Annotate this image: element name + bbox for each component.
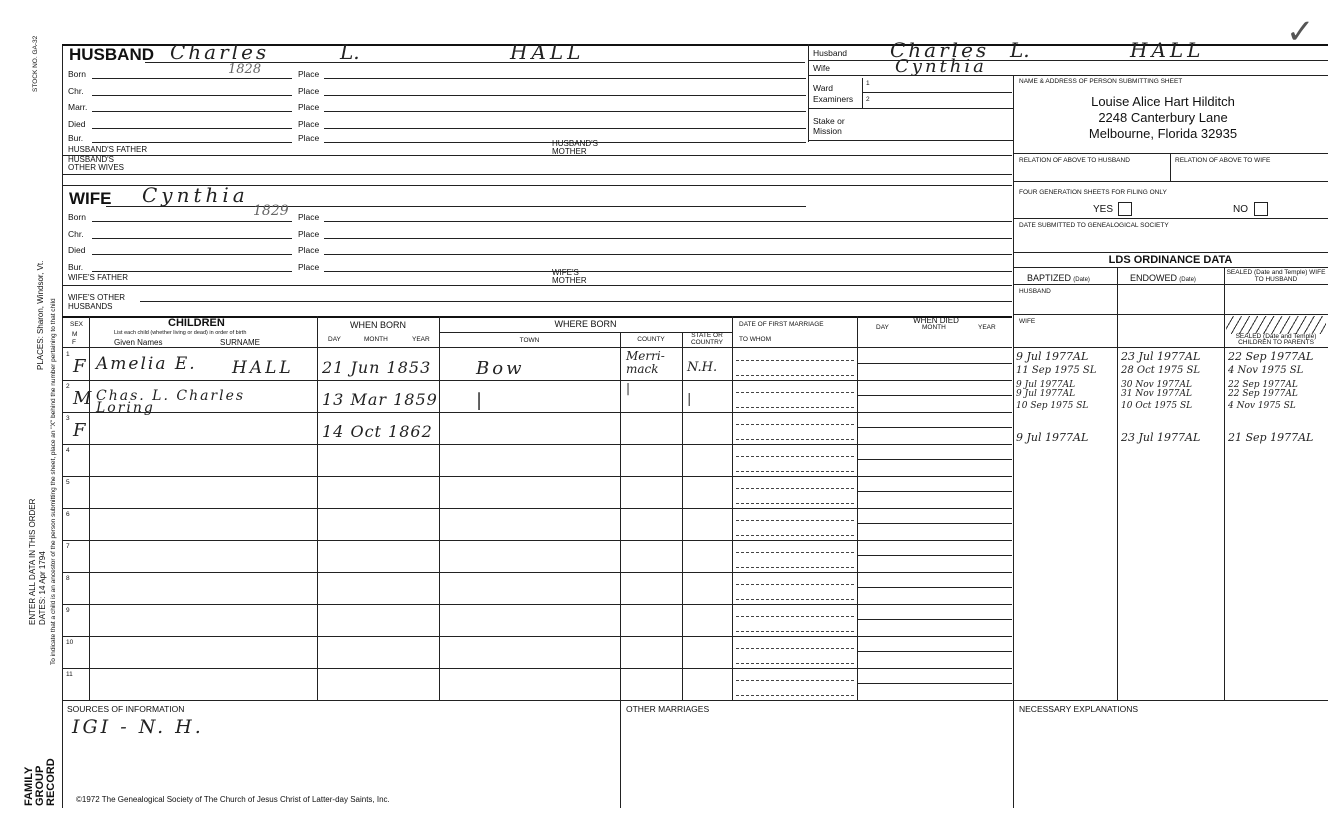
children-subtitle: List each child (whether living or dead) in order of birth <box>114 330 247 336</box>
died-line <box>857 395 1012 396</box>
husband-born-label: Born <box>68 69 86 79</box>
lds-row-6-endow[interactable]: 23 Jul 1977AL <box>1121 431 1201 444</box>
husband-bur-line <box>92 142 292 143</box>
to-whom-line <box>736 535 854 536</box>
lds-children-header-line <box>1013 347 1328 348</box>
died-day-label: DAY <box>876 324 889 331</box>
row-bottom-line <box>62 380 1012 381</box>
to-whom-line <box>736 631 854 632</box>
child-birth-town[interactable]: Bow <box>476 358 525 379</box>
ancestor-note: To indicate that a child is an ancestor of the person submitting the sheet, place an "X" behind the number pertaining to that child <box>50 298 57 665</box>
ward-divider <box>862 78 863 108</box>
marriage-date-line <box>736 456 854 457</box>
footer-divider <box>620 700 621 808</box>
state-label: STATE OR COUNTRY <box>690 332 724 346</box>
left-rule <box>62 44 63 808</box>
date-submitted-label: DATE SUBMITTED TO GENEALOGICAL SOCIETY <box>1019 222 1169 229</box>
husband-chr-label: Chr. <box>68 86 84 96</box>
husband-born-place-label: Place <box>298 69 320 79</box>
row-bottom-line <box>62 508 1012 509</box>
marriage-date-line <box>736 488 854 489</box>
header-husband-given[interactable]: Charles <box>890 38 990 62</box>
husband-father-label: HUSBAND'S FATHER <box>68 145 148 154</box>
lds-col-1 <box>1117 267 1118 700</box>
enter-all-data: ENTER ALL DATA IN THIS ORDER <box>28 498 37 625</box>
died-line <box>857 555 1012 556</box>
husband-other-wives-label: HUSBAND'S OTHER WIVES <box>68 155 125 172</box>
marriage-date-line <box>736 392 854 393</box>
header-husband-middle[interactable]: L. <box>1010 38 1030 62</box>
four-gen-label: FOUR GENERATION SHEETS FOR FILING ONLY <box>1019 189 1167 196</box>
child-birth-date[interactable]: 13 Mar 1859 <box>322 390 438 409</box>
lds-hatched-cell <box>1226 316 1326 334</box>
child-birth-county[interactable]: Merri-mack <box>626 349 665 376</box>
born-day-label: DAY <box>328 336 341 343</box>
marriage-date-line <box>736 616 854 617</box>
submitter-name[interactable]: Louise Alice Hart Hilditch <box>1091 94 1235 109</box>
child-birth-date[interactable]: 14 Oct 1862 <box>322 422 433 441</box>
relation-divider <box>1170 153 1171 181</box>
child-number: 6 <box>66 511 70 518</box>
wife-died-place-line <box>324 254 1012 255</box>
lds-row-3-bapt[interactable]: 9 Jul 1977AL <box>1016 380 1076 390</box>
to-whom-line <box>736 599 854 600</box>
husband-born-place-line <box>324 78 806 79</box>
surname-label: SURNAME <box>220 338 261 347</box>
child-number: 4 <box>66 447 70 454</box>
relation-wife-label: RELATION OF ABOVE TO WIFE <box>1175 157 1271 164</box>
lds-title-line <box>1013 267 1328 268</box>
wife-other-husbands-line <box>140 301 1012 302</box>
wife-bur-place-label: Place <box>298 262 320 272</box>
child-birth-county[interactable]: | <box>626 381 631 395</box>
to-whom-line <box>736 471 854 472</box>
wife-died-label: Died <box>68 245 86 255</box>
checkmark-icon: ✓ <box>1286 13 1315 51</box>
wife-born-place-label: Place <box>298 212 320 222</box>
marriage-date-line <box>736 584 854 585</box>
lds-row-1-seal[interactable]: 22 Sep 1977AL <box>1228 350 1314 363</box>
child-number: 5 <box>66 479 70 486</box>
child-number: 11 <box>66 671 73 678</box>
yes-checkbox[interactable] <box>1118 202 1132 216</box>
lds-row-4-seal[interactable]: 22 Sep 1977AL <box>1228 389 1298 399</box>
lds-row-4-endow[interactable]: 31 Nov 1977AL <box>1121 389 1192 399</box>
wife-chr-label: Chr. <box>68 229 84 239</box>
lds-row-6-bapt[interactable]: 9 Jul 1977AL <box>1016 431 1089 444</box>
wife-born-place-line <box>324 221 1012 222</box>
dates-note: DATES: 14 Apr 1794 <box>38 551 47 625</box>
row-bottom-line <box>62 444 1012 445</box>
lds-row-6-seal[interactable]: 21 Sep 1977AL <box>1228 431 1314 444</box>
wife-born-line <box>92 221 292 222</box>
marriage-date-line <box>736 360 854 361</box>
to-whom-label: TO WHOM <box>739 336 772 343</box>
lds-baptized-label <box>1027 273 1090 283</box>
to-whom-line <box>736 407 854 408</box>
header-husband-label: Husband <box>813 48 848 58</box>
child-birth-state[interactable]: N.H. <box>687 360 718 375</box>
to-whom-line <box>736 503 854 504</box>
submitter-label: NAME & ADDRESS OF PERSON SUBMITTING SHEET <box>1019 78 1183 85</box>
husband-bur-label: Bur. <box>68 133 84 143</box>
wife-name[interactable]: Cynthia <box>142 183 249 207</box>
to-whom-line <box>736 567 854 568</box>
husband-died-place-line <box>324 128 806 129</box>
first-marriage-label: DATE OF FIRST MARRIAGE <box>739 321 824 328</box>
marriage-date-line <box>736 552 854 553</box>
husband-died-place-label: Place <box>298 119 320 129</box>
marriage-date-line <box>736 680 854 681</box>
submitter-street[interactable]: 2248 Canterbury Lane <box>1098 110 1228 125</box>
town-label: TOWN <box>519 337 540 344</box>
to-whom-line <box>736 663 854 664</box>
husband-died-label: Died <box>68 119 86 129</box>
marriage-date-line <box>736 424 854 425</box>
mf-label: M F <box>72 331 78 346</box>
row-bottom-line <box>62 668 1012 669</box>
county-label: COUNTY <box>637 336 665 343</box>
husband-father-line <box>62 155 1012 156</box>
to-whom-line <box>736 439 854 440</box>
when-born-label: WHEN BORN <box>350 320 406 330</box>
given-names-label: Given Names <box>114 338 163 347</box>
date-submitted-line <box>1013 252 1328 253</box>
header-wife-label: Wife <box>813 63 830 73</box>
lds-sealed-children-label: SEALED (Date and Temple) CHILDREN TO PARENTS <box>1235 333 1317 346</box>
husband-marr-label: Marr. <box>68 102 88 112</box>
lds-row-2-bapt[interactable]: 11 Sep 1975 SL <box>1016 365 1097 376</box>
born-year-label: YEAR <box>412 336 430 343</box>
lds-row-2-endow[interactable]: 28 Oct 1975 SL <box>1121 365 1201 376</box>
died-line <box>857 491 1012 492</box>
husband-born-value[interactable]: 1828 <box>228 62 262 77</box>
ward-1-line <box>862 92 1012 93</box>
lds-row-3-seal[interactable]: 22 Sep 1977AL <box>1228 380 1298 390</box>
child-number: 7 <box>66 543 70 550</box>
header-wife-value[interactable]: Cynthia <box>895 56 987 77</box>
sources-label: SOURCES OF INFORMATION <box>67 704 185 714</box>
row-bottom-line <box>62 636 1012 637</box>
wife-born-label: Born <box>68 212 86 222</box>
to-whom-line <box>736 695 854 696</box>
husband-name-given[interactable]: Charles <box>170 40 270 64</box>
to-whom-line <box>736 375 854 376</box>
died-line <box>857 459 1012 460</box>
no-label: NO <box>1233 204 1248 215</box>
child-birth-state[interactable]: | <box>687 392 692 407</box>
died-line <box>857 427 1012 428</box>
child-number: 9 <box>66 607 70 614</box>
died-line <box>857 587 1012 588</box>
copyright: ©1972 The Genealogical Society of The Church of Jesus Christ of Latter-day Saints, Inc. <box>76 795 390 804</box>
lds-row-5-endow[interactable]: 10 Oct 1975 SL <box>1121 401 1193 411</box>
died-line <box>857 619 1012 620</box>
husband-mother-label: HUSBAND'S MOTHER <box>552 139 598 156</box>
husband-bur-place-label: Place <box>298 133 320 143</box>
wife-bur-place-line <box>324 271 1012 272</box>
lds-row-2-seal[interactable]: 4 Nov 1975 SL <box>1228 365 1304 376</box>
ward-2: 2 <box>866 96 870 103</box>
footer-top-line <box>62 700 1328 701</box>
lds-endowed-label <box>1130 273 1196 283</box>
lds-row-4-bapt[interactable]: 9 Jul 1977AL <box>1016 389 1076 399</box>
children-col-county <box>682 332 683 700</box>
child-surname[interactable]: HALL <box>232 358 294 378</box>
child-sex[interactable]: F <box>73 420 86 441</box>
row-bottom-line <box>62 476 1012 477</box>
other-marriages-label: OTHER MARRIAGES <box>626 704 710 714</box>
places-note: PLACES: Sharon, Windsor, Vt. <box>36 260 45 370</box>
header-husband-line <box>808 60 1328 61</box>
wife-father-line <box>62 285 1012 286</box>
record-title-record: RECORD <box>45 758 57 806</box>
endowed-date-word: (Date) <box>1179 277 1196 283</box>
endowed-text: ENDOWED <box>1130 273 1177 283</box>
baptized-text: BAPTIZED <box>1027 273 1072 283</box>
child-sex[interactable]: F <box>73 356 86 377</box>
husband-marr-place-line <box>324 111 806 112</box>
necessary-explanations-label: NECESSARY EXPLANATIONS <box>1019 704 1139 714</box>
born-month-label: MONTH <box>364 336 388 343</box>
died-line <box>857 523 1012 524</box>
child-number: 10 <box>66 639 74 646</box>
died-month-label: MONTH <box>922 324 946 331</box>
row-bottom-line <box>62 572 1012 573</box>
wife-died-place-label: Place <box>298 245 320 255</box>
yes-label: YES <box>1093 204 1114 215</box>
child-sex[interactable]: M <box>73 388 92 409</box>
no-checkbox[interactable] <box>1254 202 1268 216</box>
wife-chr-place-line <box>324 238 1012 239</box>
child-given-name[interactable]: Amelia E. <box>96 354 197 374</box>
ward-bottom-line <box>808 108 1013 109</box>
husband-chr-place-line <box>324 95 806 96</box>
stock-number: STOCK NO. GA-32 <box>32 35 39 92</box>
four-gen-bottom-line <box>1013 218 1328 219</box>
wife-father-label: WIFE'S FATHER <box>68 273 129 282</box>
record-title-family: FAMILY <box>23 766 35 806</box>
lds-col-2 <box>1224 267 1225 700</box>
lds-row-1-endow[interactable]: 23 Jul 1977AL <box>1121 350 1201 363</box>
child-birth-town[interactable]: | <box>476 390 486 411</box>
row-bottom-line <box>62 412 1012 413</box>
ward-examiners-label: Ward Examiners <box>813 83 854 104</box>
husband-marr-line <box>92 111 292 112</box>
marriage-date-line <box>736 648 854 649</box>
wife-died-line <box>92 254 292 255</box>
relation-bottom-line <box>1013 181 1328 182</box>
died-line <box>857 363 1012 364</box>
where-born-label: WHERE BORN <box>554 319 617 329</box>
lds-row-3-endow[interactable]: 30 Nov 1977AL <box>1121 380 1192 390</box>
husband-heading: HUSBAND <box>69 45 154 64</box>
husband-other-wives-line <box>62 174 1012 175</box>
husband-born-line <box>92 78 292 79</box>
stake-line <box>808 140 1013 141</box>
lds-husband-row: HUSBAND <box>1019 288 1051 295</box>
header-husband-surname[interactable]: HALL <box>1130 38 1205 62</box>
husband-name-surname[interactable]: HALL <box>510 40 585 64</box>
row-bottom-line <box>62 604 1012 605</box>
child-number: 1 <box>66 351 70 358</box>
child-birth-date[interactable]: 21 Jun 1853 <box>322 358 432 377</box>
children-header-bottom <box>62 347 1012 348</box>
wife-bur-line <box>92 271 292 272</box>
wife-heading: WIFE <box>69 189 112 208</box>
died-line <box>857 683 1012 684</box>
lds-row-5-bapt[interactable]: 10 Sep 1975 SL <box>1016 401 1089 411</box>
marriage-date-line <box>736 520 854 521</box>
wife-born-value[interactable]: 1829 <box>253 203 289 219</box>
child-number: 2 <box>66 383 70 390</box>
header-box-left <box>808 44 809 142</box>
lds-sealed-wife-label: SEALED (Date and Temple) WIFE TO HUSBAND <box>1226 269 1326 283</box>
row-bottom-line <box>62 540 1012 541</box>
submitter-address <box>1013 94 1313 142</box>
wife-other-husbands-label: WIFE'S OTHER HUSBANDS <box>68 293 126 311</box>
lds-row-5-seal[interactable]: 4 Nov 1975 SL <box>1228 401 1296 411</box>
husband-chr-place-label: Place <box>298 86 320 96</box>
ward-1: 1 <box>866 80 870 87</box>
record-title-group: GROUP <box>34 765 46 806</box>
wife-chr-line <box>92 238 292 239</box>
wife-bur-label: Bur. <box>68 262 84 272</box>
lds-header-line <box>1013 284 1328 285</box>
died-year-label: YEAR <box>978 324 996 331</box>
husband-chr-line <box>92 95 292 96</box>
submitter-city[interactable]: Melbourne, Florida 32935 <box>1088 126 1238 141</box>
wife-mother-label: WIFE'S MOTHER <box>552 268 587 285</box>
husband-name-middle[interactable]: L. <box>340 40 360 64</box>
child-given-name[interactable]: Chas. L. Charles Loring <box>96 388 246 416</box>
husband-marr-place-label: Place <box>298 102 320 112</box>
when-died-label: WHEN DIED <box>913 316 959 325</box>
lds-title: LDS ORDINANCE DATA <box>1108 254 1233 266</box>
child-number: 8 <box>66 575 70 582</box>
child-number: 3 <box>66 415 70 422</box>
right-column-rule <box>1013 75 1014 808</box>
children-title: CHILDREN <box>168 317 225 329</box>
header-wife-line <box>808 75 1328 76</box>
lds-wife-row: WIFE <box>1019 318 1036 325</box>
baptized-date-word: (Date) <box>1073 277 1090 283</box>
husband-died-line <box>92 128 292 129</box>
children-col-town <box>620 332 621 700</box>
wife-chr-place-label: Place <box>298 229 320 239</box>
relation-husband-label: RELATION OF ABOVE TO HUSBAND <box>1019 157 1130 164</box>
sources-value[interactable]: IGI - N. H. <box>72 716 204 738</box>
stake-label: Stake or Mission <box>813 116 845 136</box>
lds-husband-line <box>1013 314 1328 315</box>
lds-row-1-bapt[interactable]: 9 Jul 1977AL <box>1016 350 1089 363</box>
died-line <box>857 651 1012 652</box>
sex-label: SEX <box>70 321 84 328</box>
